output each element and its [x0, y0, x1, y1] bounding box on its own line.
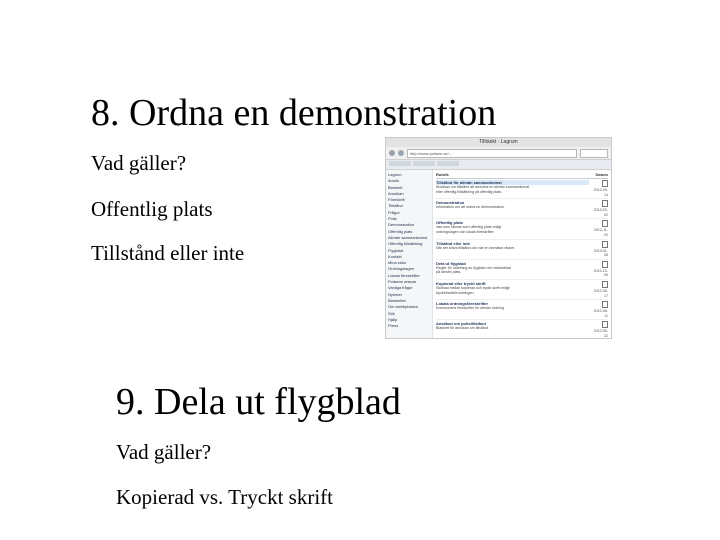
back-icon: [389, 150, 395, 156]
screenshot-sidebar-item: Tillstånd: [388, 203, 403, 209]
screenshot-sidebar-item: Vanliga frågor: [388, 285, 413, 291]
screenshot-item-description: Blankett för ansökan om tillstånd.: [436, 326, 489, 331]
screenshot-sidebar-item: Blankett: [388, 184, 403, 190]
screenshot-item-description: Ansökan om tillstånd att anordna en allmän sammankomst: [436, 185, 530, 189]
screenshot-item-description: Regler för utdelning av flygblad och reklamblad: [436, 265, 511, 270]
screenshot-list-item: [436, 280, 608, 300]
screenshot-list-item: [436, 179, 608, 199]
screenshot-sidebar-item: Kontakt: [388, 253, 402, 259]
list-header-date: Datum: [595, 172, 608, 177]
document-icon: [602, 301, 608, 308]
screenshot-item-date: 2012-10-05: [593, 268, 608, 278]
screenshot-sidebar-item: Frågor: [388, 209, 400, 215]
document-icon: [602, 180, 608, 187]
heading-ordna-demonstration: 8. Ordna en demonstration: [91, 92, 497, 134]
screenshot-item-description: Information om att ordna en demonstration.: [436, 205, 505, 210]
screenshot-item-description: eller offentlig tillställning på offentlig plats.: [436, 189, 502, 194]
text-kopierad-vs-tryckt: Kopierad vs. Tryckt skrift: [116, 485, 333, 509]
screenshot-item-title: Lokala ordningsföreskrifter: [436, 301, 489, 307]
screenshot-sidebar-item: Föreskrift: [388, 197, 405, 203]
document-icon: [602, 200, 608, 207]
screenshot-toolbar: [386, 147, 611, 160]
screenshot-sidebar-item: Offentlig plats: [388, 228, 413, 234]
screenshot-url-bar: http://www.polisen.se/...: [407, 149, 577, 158]
screenshot-sidebar-item: Ansökan: [388, 190, 404, 196]
screenshot-item-title: Kopierad eller tryckt skrift: [436, 280, 486, 286]
screenshot-window-title: Tilltänkt - Lagrum: [386, 138, 611, 147]
screenshot-item-title: Tillstånd för allmän sammankomst: [436, 180, 589, 185]
text-vad-galler-1: Vad gäller?: [91, 151, 187, 175]
document-icon: [602, 321, 608, 328]
screenshot-tab-strip: [386, 160, 611, 170]
screenshot-sidebar-item: Press: [388, 323, 399, 329]
screenshot-item-description: Skillnad mellan kopierad och tryckt skrift enligt: [436, 285, 510, 290]
screenshot-list-item: [436, 219, 608, 239]
screenshot-item-date: 2012-09-14: [593, 188, 608, 197]
screenshot-sidebar-item: Nyheter: [388, 291, 403, 297]
screenshot-sidebar-item: Ordningslagen: [388, 266, 415, 272]
screenshot-item-title: Ansökan om polistillstånd: [436, 321, 486, 327]
screenshot-sidebar-item: Lokala föreskrifter: [388, 272, 420, 278]
screenshot-item-description: på allmän plats.: [436, 270, 462, 275]
screenshot-sidebar-item: Hjälp: [388, 316, 398, 322]
screenshot-item-date: 2012-06-11: [593, 309, 608, 318]
screenshot-list-header: [436, 172, 608, 179]
screenshot-sidebar-item: Allmän sammankomst: [388, 234, 428, 240]
screenshot-sidebar-item: Polisens ansvar: [388, 279, 417, 285]
screenshot-sidebar: [386, 170, 433, 339]
screenshot-sidebar-item: Flygblad: [388, 247, 404, 253]
screenshot-main-list: [433, 170, 611, 339]
screenshot-item-date: 2012-11-20: [593, 228, 608, 237]
screenshot-sidebar-item: Mina sidor: [388, 260, 407, 266]
screenshot-item-description: Kommunens föreskrifter för allmän ordning.: [436, 306, 505, 311]
screenshot-list-item: [436, 260, 608, 280]
screenshot-list-item: [436, 240, 608, 260]
screenshot-sidebar-item: Demonstration: [388, 222, 415, 228]
forward-icon: [398, 150, 404, 156]
screenshot-tab: [437, 161, 459, 166]
text-vad-galler-2: Vad gäller?: [116, 440, 212, 464]
screenshot-list-item: [436, 300, 608, 320]
screenshot-item-date: 2013-03-02: [593, 208, 608, 217]
screenshot-tab: [413, 161, 435, 166]
list-header-title: Rubrik: [436, 172, 449, 177]
screenshot-sidebar-item: Om webbplatsen: [388, 304, 419, 310]
screenshot-item-description: tryckfrihetsförordningen.: [436, 290, 475, 295]
screenshot-item-title: Offentlig plats: [436, 220, 463, 226]
screenshot-sidebar-item: Blanketter: [388, 297, 407, 303]
text-offentlig-plats: Offentlig plats: [91, 197, 213, 221]
screenshot-item-description: När det krävs tillstånd och när en anmälan räcker.: [436, 245, 516, 250]
text-tillstand-eller-inte: Tillstånd eller inte: [91, 241, 245, 265]
document-icon: [602, 241, 608, 248]
screenshot-sidebar-item: Lagrum: [388, 172, 402, 177]
screenshot-list-item: [436, 320, 608, 339]
screenshot-item-date: 2013-01-08: [593, 248, 608, 258]
screenshot-sidebar-item: Sök: [388, 310, 395, 316]
screenshot-item-description: Vad som räknas som offentlig plats enligt: [436, 225, 502, 230]
heading-dela-ut-flygblad: 9. Dela ut flygblad: [116, 381, 401, 423]
document-icon: [602, 261, 608, 268]
screenshot-sidebar-item: Polis: [388, 216, 397, 222]
screenshot-tab: [389, 161, 411, 166]
screenshot-item-title: Dela ut flygblad: [436, 260, 466, 266]
screenshot-sidebar-item: Offentlig tillställning: [388, 241, 423, 247]
document-icon: [602, 281, 608, 288]
screenshot-item-title: Tillstånd eller inte: [436, 240, 470, 246]
screenshot-item-date: 2012-05-22: [593, 329, 608, 338]
browser-screenshot: [385, 137, 612, 339]
document-icon: [602, 220, 608, 227]
screenshot-list-item: [436, 199, 608, 219]
screenshot-item-date: 2012-08-17: [593, 288, 608, 298]
screenshot-search-box: [580, 149, 608, 158]
screenshot-item-title: Demonstration: [436, 200, 465, 206]
screenshot-sidebar-item: Ansök: [388, 178, 400, 184]
screenshot-item-description: ordningslagen och lokala föreskrifter.: [436, 229, 495, 234]
